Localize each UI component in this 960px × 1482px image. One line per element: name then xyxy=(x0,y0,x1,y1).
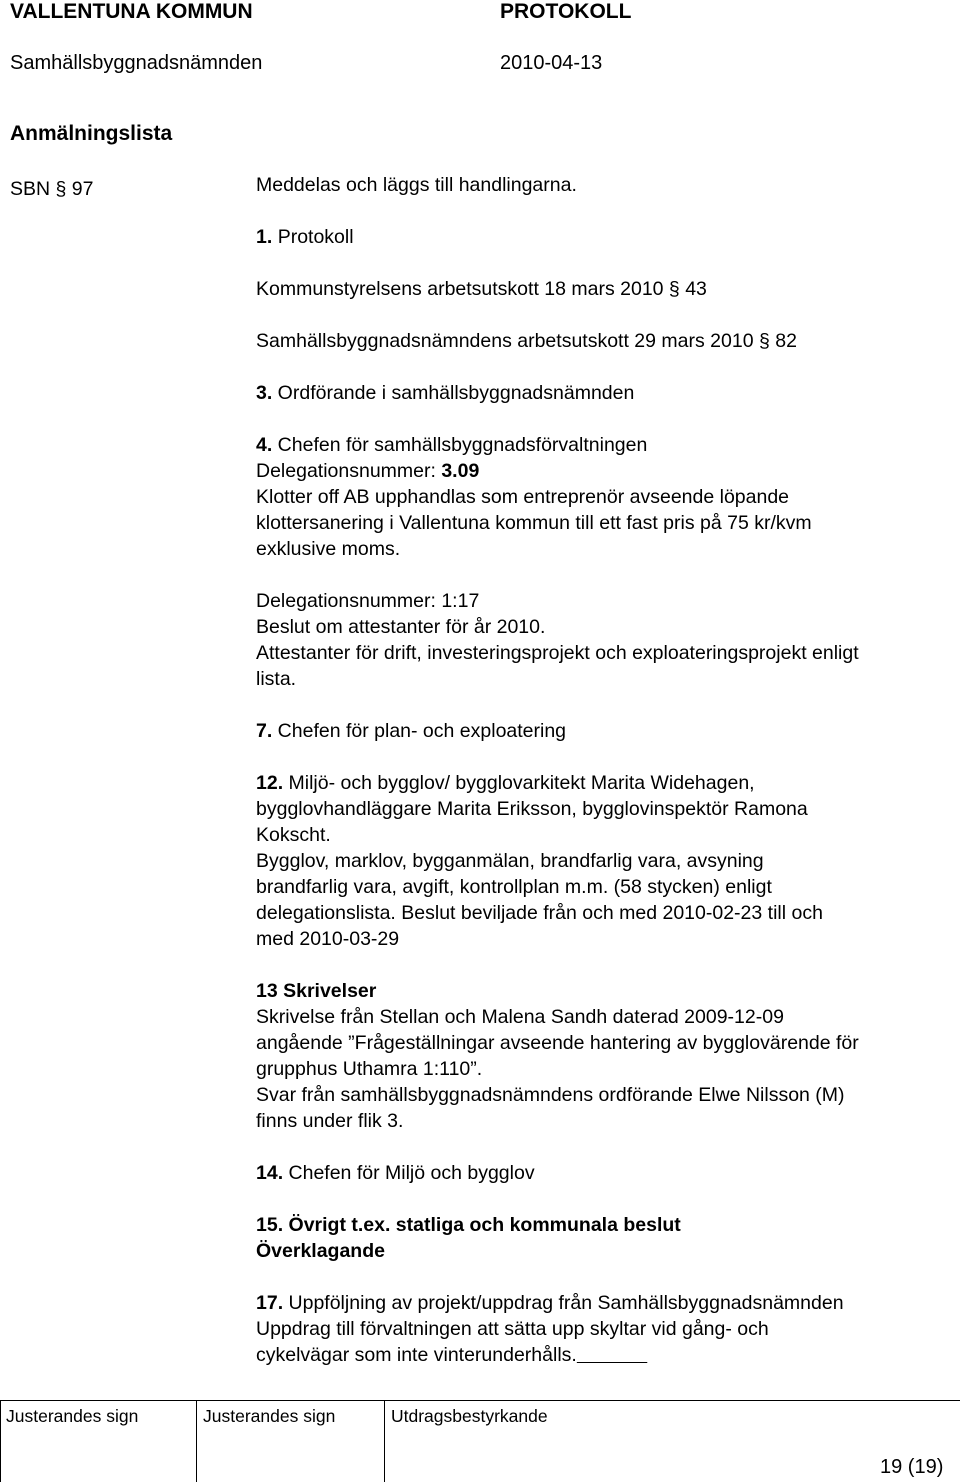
item-12-line-3: Kokscht. xyxy=(256,824,331,846)
section-title: Anmälningslista xyxy=(10,122,173,145)
page-number: 19 (19) xyxy=(880,1456,944,1478)
item-1-line-1: Kommunstyrelsens arbetsutskott 18 mars 2010 § 43 xyxy=(256,278,707,300)
item-13-title: 13 Skrivelser xyxy=(256,980,377,1002)
item-13-line-4: Svar från samhällsbyggnadsnämndens ordförande Elwe Nilsson (M) xyxy=(256,1084,845,1106)
board-name: Samhällsbyggnadsnämnden xyxy=(10,52,263,74)
item-3-title: Ordförande i samhällsbyggnadsnämnden xyxy=(272,382,635,404)
item-7 xyxy=(256,718,956,744)
item-3-number: 3. xyxy=(256,382,273,404)
footer-divider-1 xyxy=(0,1400,1,1482)
item-4-number: 4. xyxy=(256,434,273,456)
delegation-1-text-2: klottersanering i Vallentuna kommun till ett fast pris på 75 kr/kvm xyxy=(256,512,812,534)
paragraph-ref: SBN § 97 xyxy=(10,178,94,200)
item-12-text-1: Miljö- och bygglov/ bygglovarkitekt Marita Widehagen, xyxy=(283,772,755,794)
delegation-2-label: Delegationsnummer: 1:17 xyxy=(256,590,480,612)
delegation-2-text-2: Attestanter för drift, investeringsprojekt och exploateringsprojekt enligt xyxy=(256,642,859,664)
item-13-line-5: finns under flik 3. xyxy=(256,1110,404,1132)
delegation-1-text-3: exklusive moms. xyxy=(256,538,401,560)
item-1-number: 1. xyxy=(256,226,273,248)
meeting-date: 2010-04-13 xyxy=(500,52,603,74)
doc-type: PROTOKOLL xyxy=(500,0,632,23)
item-17-text-3: cykelvägar som inte vinterunderhålls. xyxy=(256,1344,577,1366)
item-12-line-5: brandfarlig vara, avgift, kontrollplan m.m. (58 stycken) enligt xyxy=(256,876,772,898)
item-17-line-2: Uppdrag till förvaltningen att sätta upp skyltar vid gång- och xyxy=(256,1318,769,1340)
item-7-number: 7. xyxy=(256,720,273,742)
footer-top-rule xyxy=(0,1400,960,1401)
delegation-2-text-3: lista. xyxy=(256,668,297,690)
item-17-text-1: Uppföljning av projekt/uppdrag från Samhällsbyggnadsnämnden xyxy=(283,1292,844,1314)
item-4 xyxy=(256,432,956,458)
item-14-number: 14. xyxy=(256,1162,284,1184)
item-17-line-1 xyxy=(256,1290,956,1316)
item-1 xyxy=(256,224,956,250)
item-13-line-1: Skrivelse från Stellan och Malena Sandh daterad 2009-12-09 xyxy=(256,1006,784,1028)
item-12-line-2: bygglovhandläggare Marita Eriksson, bygglovinspektör Ramona xyxy=(256,798,808,820)
item-15-line-1: 15. Övrigt t.ex. statliga och kommunala beslut xyxy=(256,1214,681,1236)
item-17-underline xyxy=(577,1344,647,1366)
item-12-number: 12. xyxy=(256,772,284,794)
footer-divider-3 xyxy=(384,1400,385,1482)
delegation-1-number: 3.09 xyxy=(435,460,480,482)
footer-divider-2 xyxy=(196,1400,197,1482)
delegation-2-text-1: Beslut om attestanter för år 2010. xyxy=(256,616,546,638)
item-17-number: 17. xyxy=(256,1292,284,1314)
item-12-line-7: med 2010-03-29 xyxy=(256,928,400,950)
footer xyxy=(0,1400,960,1482)
item-1-line-2: Samhällsbyggnadsnämndens arbetsutskott 29 mars 2010 § 82 xyxy=(256,330,797,352)
intro-text: Meddelas och läggs till handlingarna. xyxy=(256,174,577,196)
footer-sign-1: Justerandes sign xyxy=(6,1406,139,1426)
footer-extract-certified: Utdragsbestyrkande xyxy=(391,1406,548,1426)
item-3 xyxy=(256,380,956,406)
delegation-1-label xyxy=(256,458,956,484)
item-12-line-6: delegationslista. Beslut beviljade från och med 2010-02-23 till och xyxy=(256,902,823,924)
item-17-line-3 xyxy=(256,1342,956,1368)
item-13-line-2: angående ”Frågeställningar avseende hantering av bygglovärende för xyxy=(256,1032,859,1054)
item-15-line-2: Överklagande xyxy=(256,1240,385,1262)
item-7-title: Chefen för plan- och exploatering xyxy=(272,720,567,742)
item-14 xyxy=(256,1160,956,1186)
delegation-1-text-1: Klotter off AB upphandlas som entreprenör avseende löpande xyxy=(256,486,790,508)
item-13-line-3: grupphus Uthamra 1:110”. xyxy=(256,1058,483,1080)
item-12-line-1 xyxy=(256,770,956,796)
delegation-1-label-text: Delegationsnummer: xyxy=(256,460,436,482)
item-1-title: Protokoll xyxy=(277,226,354,248)
org-name: VALLENTUNA KOMMUN xyxy=(10,0,253,23)
item-14-title: Chefen för Miljö och bygglov xyxy=(283,1162,535,1184)
main-content xyxy=(256,172,956,1368)
item-12-line-4: Bygglov, marklov, bygganmälan, brandfarlig vara, avsyning xyxy=(256,850,764,872)
item-4-title: Chefen för samhällsbyggnadsförvaltningen xyxy=(272,434,648,456)
footer-sign-2: Justerandes sign xyxy=(203,1406,336,1426)
